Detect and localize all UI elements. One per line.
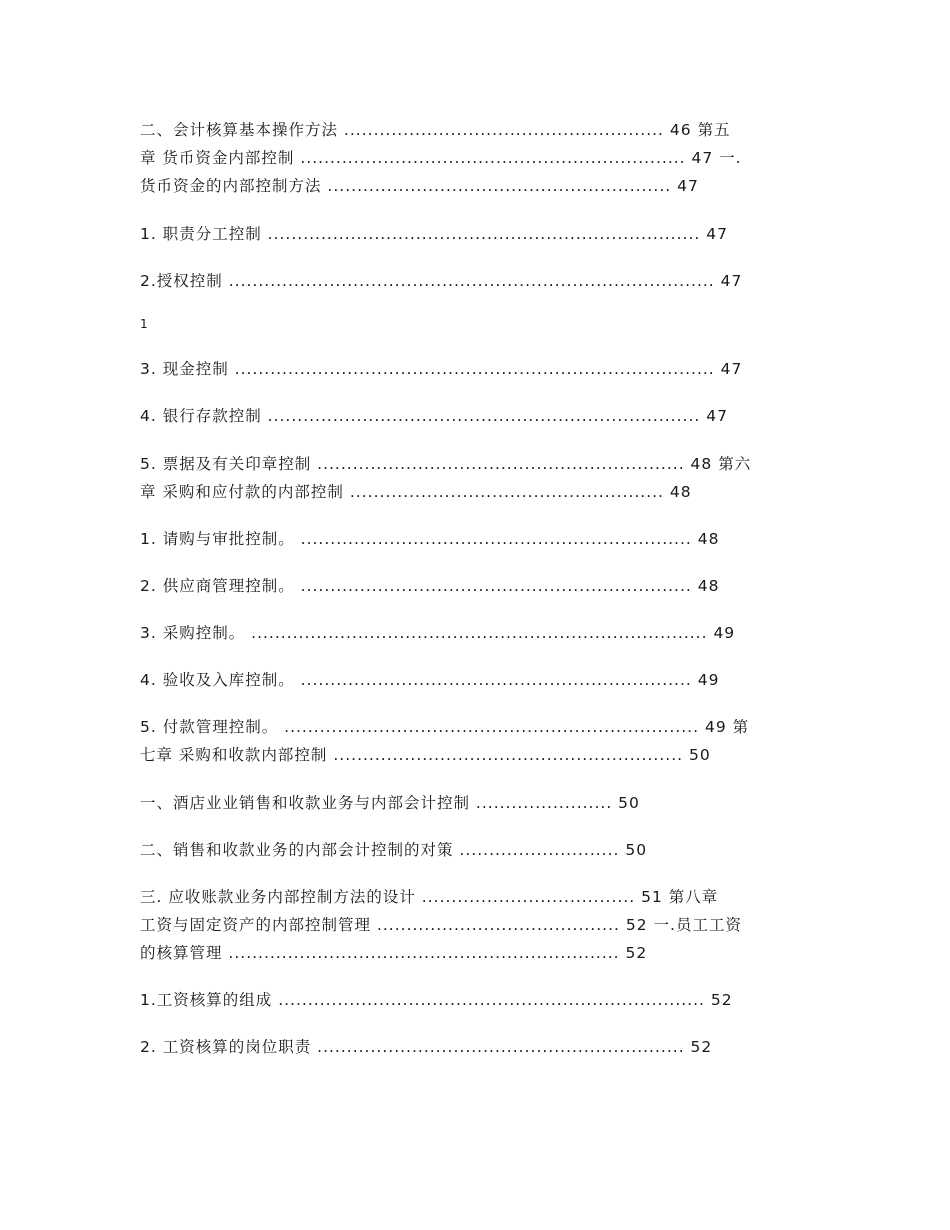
toc-line: 的核算管理 .................................................................. 52 bbox=[140, 944, 648, 962]
toc-line: 2.授权控制 .................................................................................. 47 bbox=[140, 272, 743, 290]
toc-line: 章 货币资金内部控制 ................................................................. 47 一. bbox=[140, 149, 742, 167]
toc-line: 一、酒店业业销售和收款业务与内部会计控制 ....................... 50 bbox=[140, 794, 640, 812]
toc-line: 5. 票据及有关印章控制 .............................................................. 48 第六 bbox=[140, 455, 752, 473]
toc-line: 2. 工资核算的岗位职责 .............................................................. 52 bbox=[140, 1038, 713, 1056]
toc-line: 章 采购和应付款的内部控制 ..................................................... 48 bbox=[140, 483, 692, 501]
toc-line: 1. 职责分工控制 ......................................................................... 47 bbox=[140, 225, 728, 243]
toc-line: 1. 请购与审批控制。 .................................................................. 48 bbox=[140, 530, 720, 548]
toc-line: 七章 采购和收款内部控制 ........................................................... 50 bbox=[140, 746, 711, 764]
toc-line: 货币资金的内部控制方法 .......................................................... 47 bbox=[140, 177, 699, 195]
toc-line: 3. 采购控制。 ............................................................................. 49 bbox=[140, 624, 736, 642]
toc-line: 2. 供应商管理控制。 .................................................................. 48 bbox=[140, 577, 720, 595]
page-number: 1 bbox=[140, 317, 148, 331]
toc-line: 工资与固定资产的内部控制管理 ......................................... 52 一.员工工资 bbox=[140, 916, 742, 934]
toc-line: 三. 应收账款业务内部控制方法的设计 .................................... 51 第八章 bbox=[140, 888, 719, 906]
toc-line: 5. 付款管理控制。 ...................................................................... 49 第 bbox=[140, 718, 750, 736]
toc-line: 4. 银行存款控制 ......................................................................... 47 bbox=[140, 407, 728, 425]
toc-line: 二、销售和收款业务的内部会计控制的对策 ........................... 50 bbox=[140, 841, 648, 859]
toc-line: 4. 验收及入库控制。 .................................................................. 49 bbox=[140, 671, 720, 689]
toc-line: 1.工资核算的组成 ........................................................................ 52 bbox=[140, 991, 733, 1009]
toc-line: 3. 现金控制 ................................................................................. 47 bbox=[140, 360, 743, 378]
toc-line: 二、会计核算基本操作方法 ...................................................... 46 第五 bbox=[140, 121, 731, 139]
